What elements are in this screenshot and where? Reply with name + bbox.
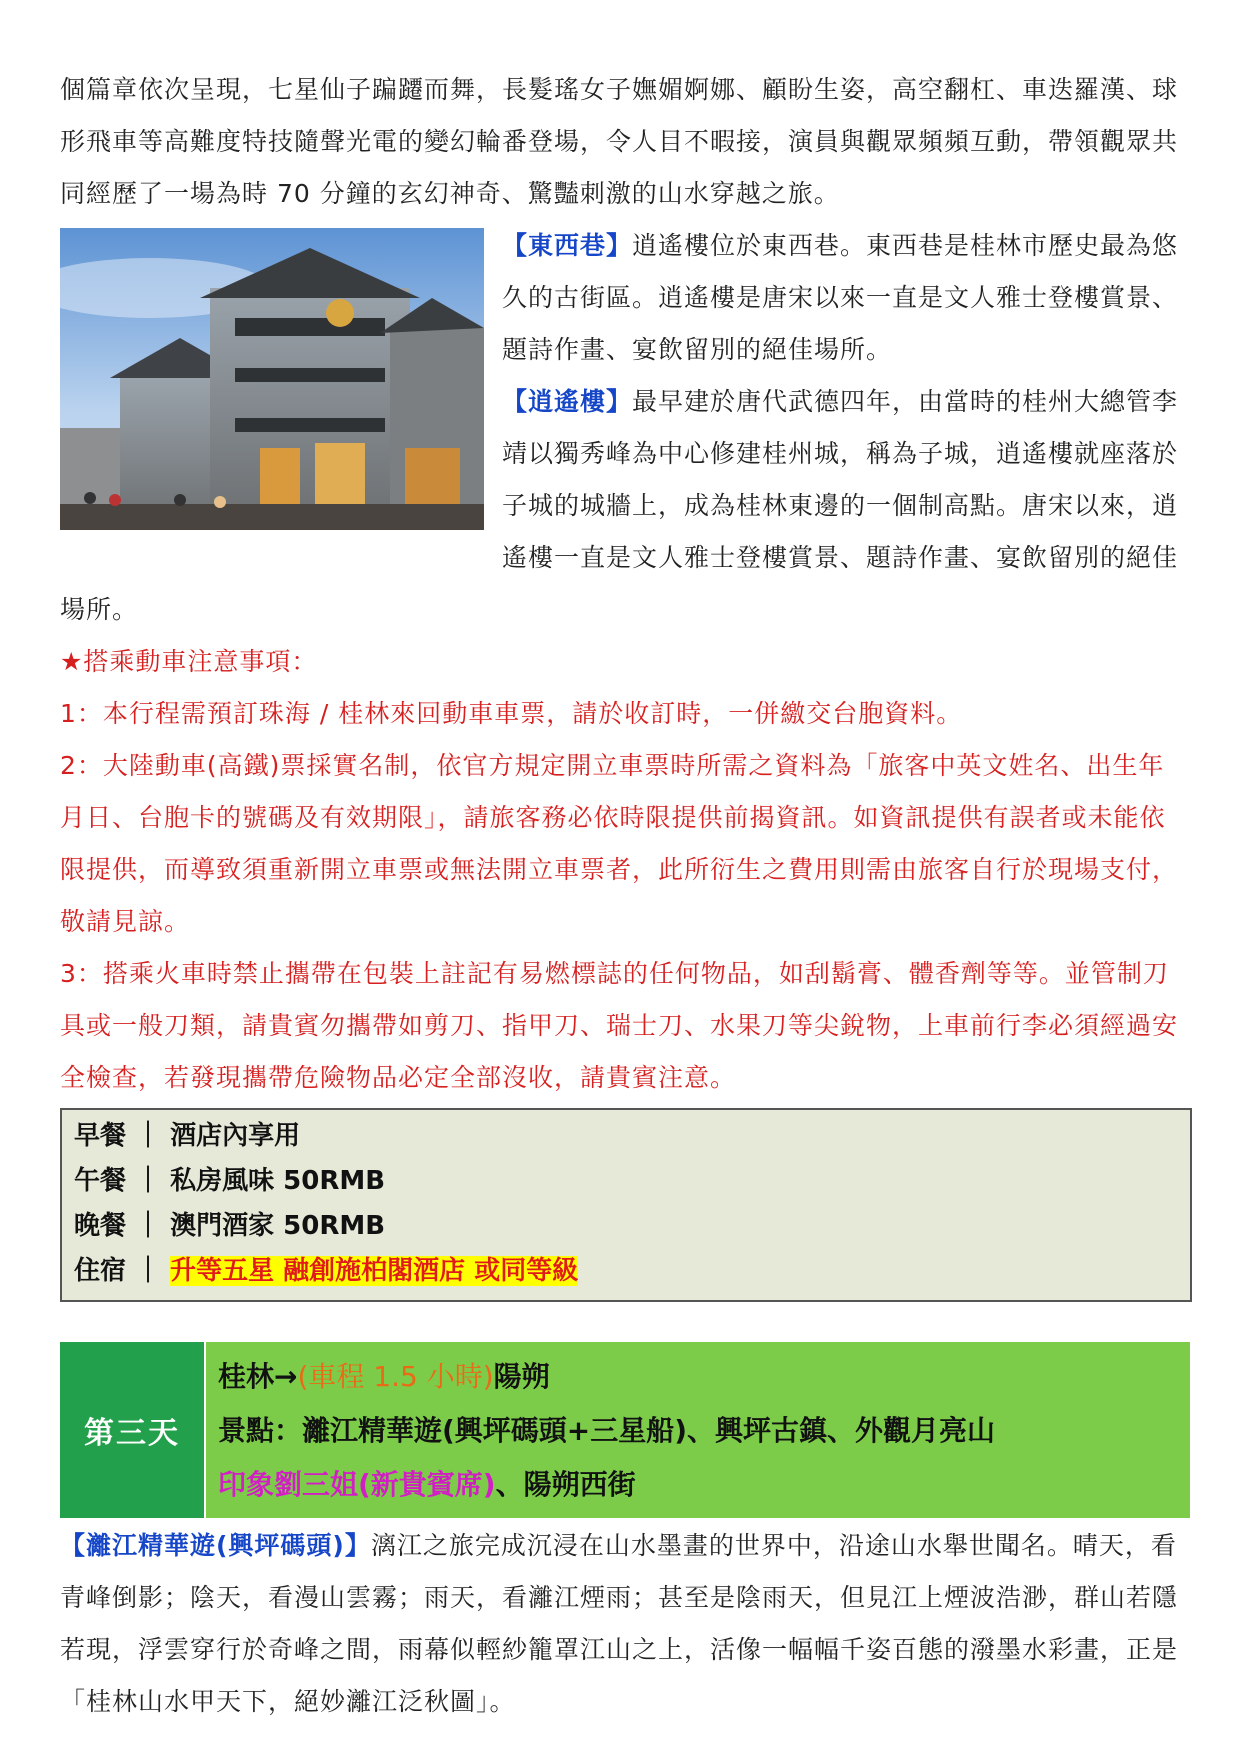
dinner-label: 晚餐 ｜ [74, 1211, 171, 1241]
lijiang-paragraph [60, 1520, 1190, 1728]
day3-route [218, 1350, 1178, 1404]
lijiang-title: 【灕江精華遊(興坪碼頭)】 [60, 1531, 371, 1560]
day3-label: 第三天 [60, 1342, 206, 1518]
day3-content [206, 1342, 1190, 1518]
meal-hotel [74, 1249, 1178, 1294]
notice-item-2: 2：大陸動車(高鐵)票採實名制，依官方規定開立車票時所需之資料為「旅客中英文姓名、出生年月日、台胞卡的號碼及有效期限」，請旅客務必依時限提供前揭資訊。如資訊提供有誤者或未能依限提供，而導致須重新開立車票或無法開立車票者，此所衍生之費用則需由旅客自行於現場支付，敬請見諒。 [60, 751, 1179, 936]
day3-header [60, 1342, 1190, 1518]
route-time: (車程 1.5 小時) [297, 1360, 494, 1393]
dongxi-title: 【東西巷】 [502, 231, 633, 260]
xiaoyao-title: 【逍遙樓】 [502, 387, 633, 416]
meal-dinner [74, 1204, 1178, 1249]
hotel-value: 升等五星 融創施柏閣酒店 或同等級 [170, 1256, 579, 1286]
xiaoyao-text: 最早建於唐代武德四年，由當時的桂州大總管李靖以獨秀峰為中心修建桂州城，稱為子城，逍遙樓就座落於子城的城牆上，成為桂林東邊的一個制高點。唐宋以來，逍遙樓一直是文人雅士登樓賞景、題詩作畫、宴飲留別的絕佳場所。 [60, 387, 1179, 624]
street-building-illustration [60, 228, 484, 530]
route-from: 桂林→ [218, 1360, 298, 1393]
dongxi-text: 逍遙樓位於東西巷。東西巷是桂林市歷史最為悠久的古街區。逍遙樓是唐宋以來一直是文人雅士登樓賞景、題詩作畫、宴飲留別的絕佳場所。 [502, 231, 1179, 364]
lunch-label: 午餐 ｜ [74, 1166, 171, 1196]
notice-heading: ★搭乘動車注意事項： [60, 647, 318, 676]
day3-spots-2 [218, 1458, 1178, 1512]
page [60, 64, 1190, 1728]
breakfast-label: 早餐 ｜ [74, 1121, 171, 1151]
lijiang-text: 漓江之旅完成沉浸在山水墨畫的世界中，沿途山水舉世聞名。晴天，看青峰倒影；陰天，看漫山雲霧；雨天，看灕江煙雨；甚至是陰雨天，但見江上煙波浩渺，群山若隱若現，浮雲穿行於奇峰之間，雨幕似輕紗籠罩江山之上，活像一幅幅千姿百態的潑墨水彩畫，正是「桂林山水甲天下，絕妙灕江泛秋圖」。 [60, 1531, 1179, 1716]
meal-breakfast [74, 1114, 1178, 1159]
dinner-value: 澳門酒家 50RMB [170, 1211, 386, 1241]
train-notice [60, 636, 1190, 1104]
west-street: 、陽朔西街 [495, 1468, 636, 1501]
breakfast-value: 酒店內享用 [170, 1121, 301, 1151]
hotel-label: 住宿 ｜ [74, 1256, 171, 1286]
meal-lunch [74, 1159, 1178, 1204]
day3-spots: 景點：灕江精華遊(興坪碼頭+三星船)、興坪古鎮、外觀月亮山 [218, 1414, 996, 1447]
meals-box [60, 1108, 1192, 1302]
east-west-lane-photo [60, 228, 484, 530]
lunch-value: 私房風味 50RMB [170, 1166, 386, 1196]
notice-item-3: 3：搭乘火車時禁止攜帶在包裝上註記有易燃標誌的任何物品，如刮鬍膏、體香劑等等。並管制刀具或一般刀類，請貴賓勿攜帶如剪刀、指甲刀、瑞士刀、水果刀等尖銳物，上車前行李必須經過安全檢查，若發現攜帶危險物品必定全部沒收，請貴賓注意。 [60, 959, 1179, 1092]
impression-liu-sanjie: 印象劉三姐(新貴賓席) [218, 1468, 496, 1501]
notice-item-1: 1：本行程需預訂珠海 / 桂林來回動車車票，請於收訂時，一併繳交台胞資料。 [60, 699, 963, 728]
intro-paragraph: 個篇章依次呈現，七星仙子蹁躚而舞，長髮瑤女子嫵媚婀娜、顧盼生姿，高空翻杠、車迭羅漢、球形飛車等高難度特技隨聲光電的變幻輪番登場，令人目不暇接，演員與觀眾頻頻互動，帶領觀眾共同經歷了一場為時 70 分鐘的玄幻神奇、驚豔刺激的山水穿越之旅。 [60, 75, 1179, 208]
route-to: 陽朔 [493, 1360, 550, 1393]
